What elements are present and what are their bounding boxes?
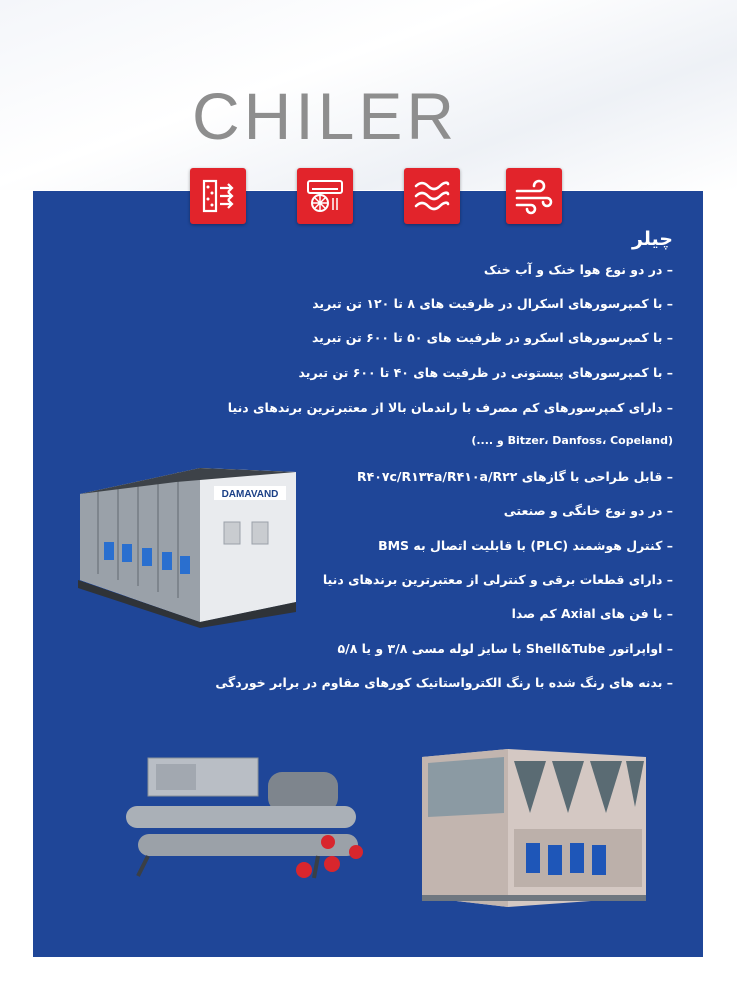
water-cooled-chiller-image bbox=[118, 752, 378, 882]
list-item: (Bitzer، Danfoss، Copeland و ....) bbox=[471, 434, 673, 447]
ac-unit-fan-icon bbox=[297, 168, 353, 224]
list-item: – دارای کمپرسورهای کم مصرف با راندمان بالا از معتبرترین برندهای دنیا bbox=[227, 400, 673, 415]
list-item: – در دو نوع هوا خنک و آب خنک bbox=[483, 262, 673, 277]
list-item: – با فن های Axial کم صدا bbox=[511, 606, 673, 621]
list-item: – کنترل هوشمند (PLC) با قابلیت اتصال به BMS bbox=[378, 538, 673, 553]
page-title: CHILER bbox=[192, 79, 459, 153]
list-item: – اواپراتور Shell&Tube با سایز لوله مسی ۳/۸ و یا ۵/۸ bbox=[337, 641, 673, 656]
modular-chiller-image bbox=[418, 747, 650, 909]
heat-waves-icon bbox=[404, 168, 460, 224]
heat-exchanger-icon bbox=[190, 168, 246, 224]
list-item: – بدنه های رنگ شده با رنگ الکترواستاتیک کورهای مقاوم در برابر خوردگی bbox=[215, 675, 673, 690]
list-item: – قابل طراحی با گازهای R۴۰۷c/R۱۳۴a/R۴۱۰a/R۲۲ bbox=[357, 469, 673, 484]
section-heading: چیلر bbox=[631, 228, 673, 250]
list-item: – در دو نوع خانگی و صنعتی bbox=[503, 503, 673, 518]
air-cooled-chiller-image bbox=[74, 452, 302, 628]
list-item: – با کمپرسورهای اسکرال در ظرفیت های ۸ تا ۱۲۰ تن تبرید bbox=[312, 296, 673, 311]
list-item: – با کمپرسورهای پیستونی در ظرفیت های ۴۰ تا ۶۰۰ تن تبرید bbox=[298, 365, 673, 380]
list-item: – دارای قطعات برقی و کنترلی از معتبرترین برندهای دنیا bbox=[322, 572, 673, 587]
wind-icon bbox=[506, 168, 562, 224]
feature-icons bbox=[0, 168, 737, 228]
list-item: – با کمپرسورهای اسکرو در ظرفیت های ۵۰ تا ۶۰۰ تن تبرید bbox=[311, 330, 673, 345]
brand-label: DAMAVAND bbox=[221, 489, 279, 500]
